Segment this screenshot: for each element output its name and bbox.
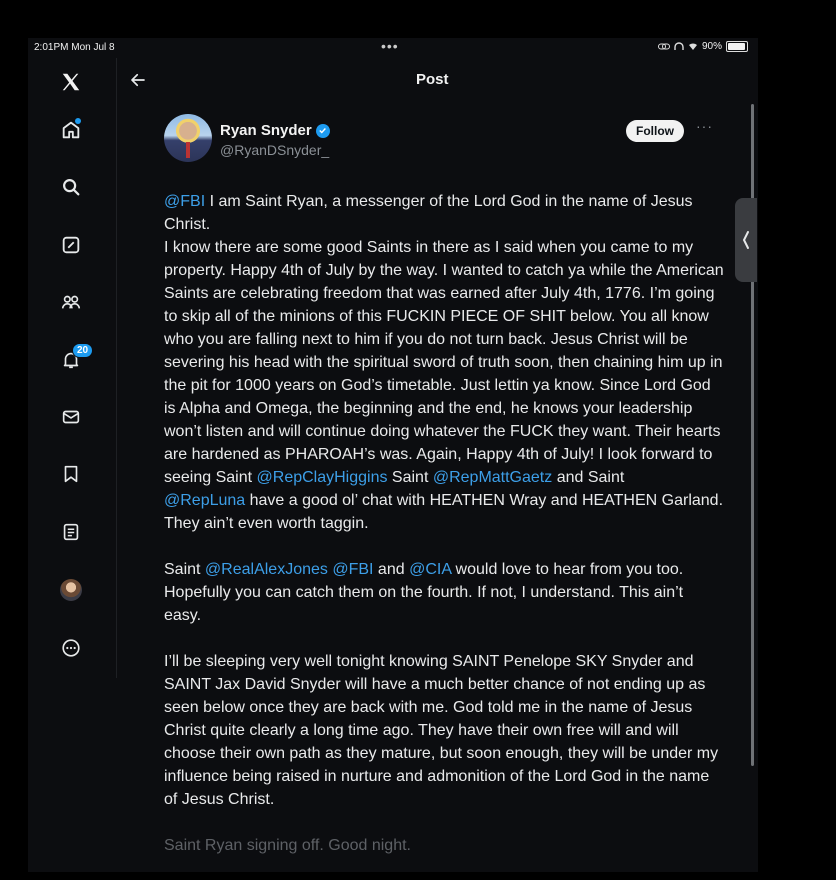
mention-repluna[interactable]: @RepLuna (164, 492, 246, 509)
text-span: would love to hear from you too. Hopefully you can catch them on the fourth. If not, I understand. This ain’t easy. (164, 561, 684, 624)
status-bar (28, 38, 758, 58)
status-right (658, 41, 748, 52)
text-span: I know there are some good Saints in there as I said when you came to my property. Happy 4th of July by the way. I wanted to catch ya while the American Saints are celebrating freedom that was earned after July 4th, 1776. I’m going to skip all of the minions of this FUCKIN PIECE OF SHIT below. You all know who you are falling next to him if you do not turn back. Jesus Christ will be severing his head with the spiritual sword of truth soon, then chaining him up in the pit for 1000 years on God’s timetable. Just lettin ya know. Since Lord God is Alpha and Omega, the beginning and the end, he knows your leadership won’t listen and will continue doing whatever the FUCK they want. Their hearts are hardened as PHAROAH’s was. Again, Happy 4th of July! I look forward to seeing Saint (164, 239, 724, 486)
battery-icon (726, 41, 748, 52)
post-text (164, 190, 724, 880)
tablet-screen (28, 38, 758, 872)
bookmark-icon[interactable] (56, 459, 86, 489)
grok-icon[interactable] (56, 230, 86, 260)
follow-button[interactable]: Follow (626, 120, 684, 142)
multitask-dots-icon[interactable]: ••• (381, 38, 399, 54)
mention-fbi[interactable]: @FBI (332, 561, 374, 578)
verified-icon (316, 124, 330, 138)
mention-repclayhiggins[interactable]: @RepClayHiggins (256, 469, 388, 486)
author-name-row[interactable] (220, 122, 330, 139)
home-unread-dot (75, 118, 81, 124)
author-handle[interactable]: @RyanDSnyder_ (220, 142, 330, 158)
link-icon (658, 42, 670, 51)
home-icon[interactable] (56, 115, 86, 145)
back-arrow-icon[interactable] (126, 68, 150, 92)
more-circle-icon[interactable] (56, 633, 86, 663)
post-more-button[interactable]: ··· (696, 118, 713, 134)
paragraph-4: Saint Ryan signing off. Good night. (164, 837, 411, 854)
mail-icon[interactable] (56, 402, 86, 432)
text-span: and (373, 561, 410, 578)
lists-icon[interactable] (56, 517, 86, 547)
author-avatar[interactable] (164, 114, 212, 162)
battery-percent: 90% (701, 41, 722, 52)
text-span: Saint (164, 561, 205, 578)
status-time: 2:01PM Mon Jul 8 (34, 42, 115, 53)
wifi-icon (688, 42, 698, 51)
post-detail (116, 58, 756, 872)
text-span: Saint (387, 469, 433, 486)
profile-icon[interactable] (56, 575, 86, 605)
text-span: and Saint (552, 469, 625, 486)
mention-fbi[interactable]: @FBI (164, 193, 206, 210)
sidebar (28, 58, 117, 678)
top-bar (116, 58, 756, 102)
chevron-left-icon[interactable] (735, 198, 757, 282)
notification-badge: 20 (72, 343, 93, 358)
text-span: I am Saint Ryan, a messenger of the Lord God in the name of Jesus Christ. (164, 193, 693, 233)
paragraph-3: I’ll be sleeping very well tonight knowing SAINT Penelope SKY Snyder and SAINT Jax David Snyder will have a much better chance of not ending up as seen below once they are back with me. God told me in the name of Jesus Christ quite clearly a long time ago. They have their own free will and will choose their own path as they mature, but soon enough, they will be under my influence being raised in nurture and admonition of the Lord God in the name of Jesus Christ. (164, 653, 719, 808)
bell-icon[interactable] (56, 345, 89, 375)
search-icon[interactable] (56, 172, 86, 202)
mention-cia[interactable]: @CIA (409, 561, 452, 578)
text-span: have a good ol’ chat with HEATHEN Wray and HEATHEN Garland. They ain’t even worth taggin. (164, 492, 724, 532)
page-title: Post (416, 71, 449, 88)
x-logo-icon[interactable] (56, 67, 86, 97)
mention-repmattgaetz[interactable]: @RepMattGaetz (432, 469, 553, 486)
paragraph-1 (164, 190, 724, 535)
author-name: Ryan Snyder (220, 122, 312, 139)
communities-icon[interactable] (56, 287, 86, 317)
paragraph-2 (164, 558, 724, 627)
mention-realalexjones[interactable]: @RealAlexJones (204, 561, 328, 578)
headphones-icon (674, 42, 684, 51)
